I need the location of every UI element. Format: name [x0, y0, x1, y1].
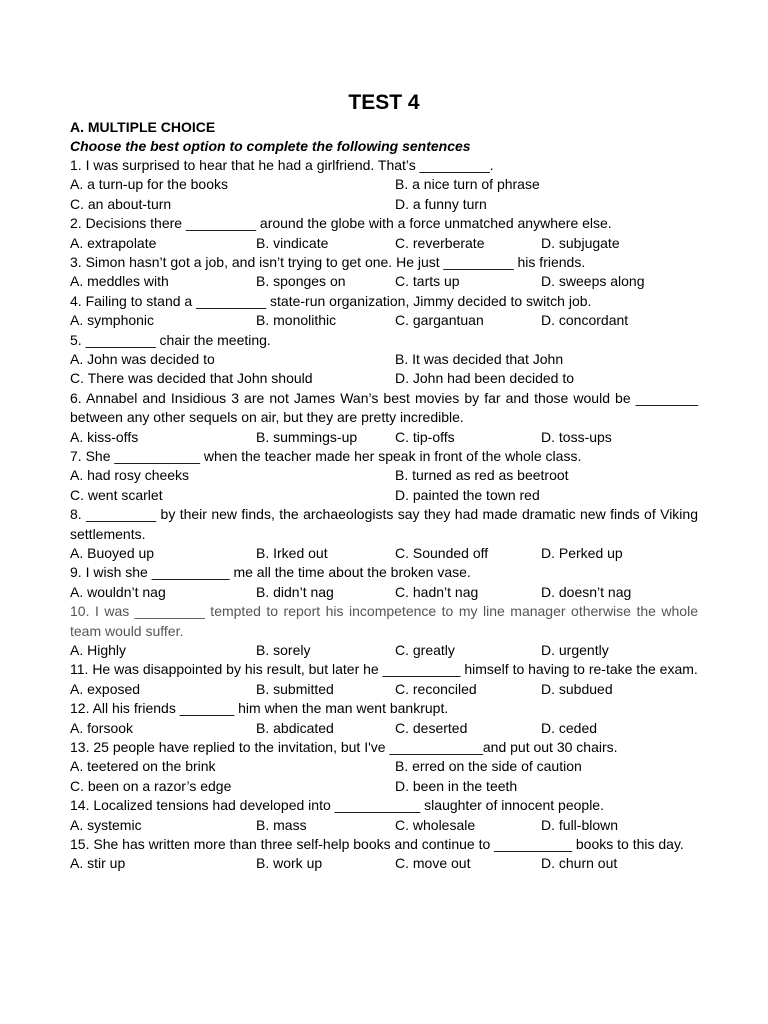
option-group — [70, 854, 698, 873]
option-b: B. sponges on — [256, 273, 346, 290]
option-a: A. symphonic — [70, 312, 155, 329]
question-stem: 14. Localized tensions had developed into ___________ slaughter of innocent people. — [70, 797, 604, 814]
option-b: B. didn’t nag — [256, 583, 334, 600]
question-item — [70, 505, 698, 563]
option-b: B. erred on the side of caution — [395, 758, 582, 775]
option-b: B. Irked out — [256, 545, 328, 562]
option-group — [70, 234, 698, 253]
question-stem: 15. She has written more than three self-help books and continue to __________ books to this day. — [70, 836, 684, 852]
option-d: D. a funny turn — [395, 195, 487, 212]
question-item — [70, 699, 698, 738]
option-d: D. Perked up — [541, 545, 623, 562]
option-d: D. ceded — [541, 719, 598, 736]
question-item — [70, 660, 698, 699]
option-group — [70, 428, 698, 447]
option-a: A. teetered on the brink — [70, 758, 216, 775]
question-item — [70, 738, 698, 796]
option-group — [70, 816, 698, 835]
option-a: A. Buoyed up — [70, 545, 155, 562]
option-d: D. been in the teeth — [395, 777, 518, 794]
question-item — [70, 214, 698, 253]
option-a: A. systemic — [70, 816, 142, 833]
option-c: C. went scarlet — [70, 486, 163, 503]
page-title: TEST 4 — [348, 91, 420, 114]
option-a: A. a turn-up for the books — [70, 176, 228, 193]
option-c: C. hadn’t nag — [395, 583, 479, 600]
question-stem: 6. Annabel and Insidious 3 are not James Wan’s best movies by far and those would be ________ between any other sequels on air, but they are pretty incredible. — [70, 389, 698, 426]
option-c: C. tip-offs — [395, 428, 455, 445]
option-a: A. had rosy cheeks — [70, 467, 190, 484]
option-group — [70, 641, 698, 660]
question-stem: 12. All his friends _______ him when the man went bankrupt. — [70, 700, 449, 717]
option-d: D. doesn’t nag — [541, 583, 632, 600]
option-d: D. full-blown — [541, 816, 619, 833]
question-item — [70, 602, 698, 660]
question-stem: 9. I wish she __________ me all the time about the broken vase. — [70, 564, 471, 581]
question-item — [70, 796, 698, 835]
question-item — [70, 156, 698, 214]
option-c: C. greatly — [395, 642, 455, 659]
option-d: D. concordant — [541, 312, 629, 329]
option-a: A. meddles with — [70, 273, 169, 290]
option-b: B. a nice turn of phrase — [395, 176, 540, 193]
option-d: D. urgently — [541, 642, 609, 659]
option-group — [70, 757, 698, 796]
question-item — [70, 253, 698, 292]
option-b: B. turned as red as beetroot — [395, 467, 569, 484]
option-a: A. John was decided to — [70, 351, 215, 367]
option-d: D. subjugate — [541, 234, 620, 251]
question-item — [70, 447, 698, 505]
option-c: C. deserted — [395, 719, 468, 736]
instruction-text: Choose the best option to complete the following sentences — [70, 138, 471, 154]
option-c: C. an about-turn — [70, 195, 172, 212]
question-item — [70, 331, 698, 389]
option-c: C. been on a razor’s edge — [70, 777, 232, 794]
option-c: C. reconciled — [395, 680, 477, 697]
option-a: A. forsook — [70, 719, 134, 736]
option-a: A. extrapolate — [70, 234, 157, 251]
question-stem: 3. Simon hasn’t got a job, and isn’t trying to get one. He just _________ his friends. — [70, 254, 586, 270]
option-d: D. painted the town red — [395, 486, 540, 503]
option-c: C. wholesale — [395, 816, 476, 833]
option-a: A. stir up — [70, 855, 126, 872]
option-b: B. sorely — [256, 642, 311, 659]
option-b: B. summings-up — [256, 428, 358, 445]
option-group — [70, 175, 698, 214]
question-stem: 13. 25 people have replied to the invitation, but I've ____________and put out 30 chairs. — [70, 739, 618, 755]
question-item — [70, 835, 698, 874]
option-c: C. move out — [395, 855, 471, 872]
option-d: D. John had been decided to — [395, 370, 575, 387]
question-stem: 7. She ___________ when the teacher made her speak in front of the whole class. — [70, 448, 582, 464]
option-a: A. Highly — [70, 642, 127, 659]
option-group — [70, 544, 698, 563]
option-a: A. wouldn’t nag — [70, 583, 166, 600]
question-stem: 10. I was _________ tempted to report his incompetence to my line manager otherwise the whole team would suffer. — [70, 603, 698, 639]
option-d: D. subdued — [541, 680, 613, 697]
option-group — [70, 719, 698, 738]
question-list — [70, 156, 698, 874]
question-stem: 1. I was surprised to hear that he had a girlfriend. That’s _________. — [70, 157, 494, 173]
option-group — [70, 350, 698, 389]
question-stem: 11. He was disappointed by his result, but later he __________ himself to having to re-take the exam. — [70, 661, 698, 678]
option-d: D. toss-ups — [541, 428, 612, 445]
option-group — [70, 311, 698, 330]
option-b: B. monolithic — [256, 312, 337, 329]
option-b: B. mass — [256, 816, 307, 833]
option-c: C. There was decided that John should — [70, 370, 313, 387]
option-b: B. It was decided that John — [395, 351, 564, 367]
question-item — [70, 292, 698, 331]
option-group — [70, 272, 698, 291]
section-heading: A. MULTIPLE CHOICE — [70, 119, 216, 135]
option-a: A. exposed — [70, 680, 141, 697]
question-item — [70, 563, 698, 602]
question-stem: 2. Decisions there _________ around the globe with a force unmatched anywhere else. — [70, 215, 612, 232]
option-d: D. churn out — [541, 855, 618, 872]
option-c: C. Sounded off — [395, 545, 489, 562]
option-b: B. submitted — [256, 680, 334, 697]
option-c: C. gargantuan — [395, 312, 484, 329]
question-stem: 4. Failing to stand a _________ state-run organization, Jimmy decided to switch job. — [70, 292, 592, 309]
question-stem: 8. _________ by their new finds, the archaeologists say they had made dramatic new finds of Viking settlements. — [70, 506, 698, 542]
option-b: B. abdicated — [256, 719, 334, 736]
option-c: C. reverberate — [395, 234, 485, 251]
option-a: A. kiss-offs — [70, 428, 139, 445]
option-d: D. sweeps along — [541, 273, 645, 290]
option-group — [70, 466, 698, 505]
option-group — [70, 583, 698, 602]
option-group — [70, 680, 698, 699]
question-stem: 5. _________ chair the meeting. — [70, 331, 271, 348]
option-c: C. tarts up — [395, 273, 460, 290]
option-b: B. vindicate — [256, 234, 329, 251]
option-b: B. work up — [256, 855, 323, 872]
question-item — [70, 389, 698, 447]
